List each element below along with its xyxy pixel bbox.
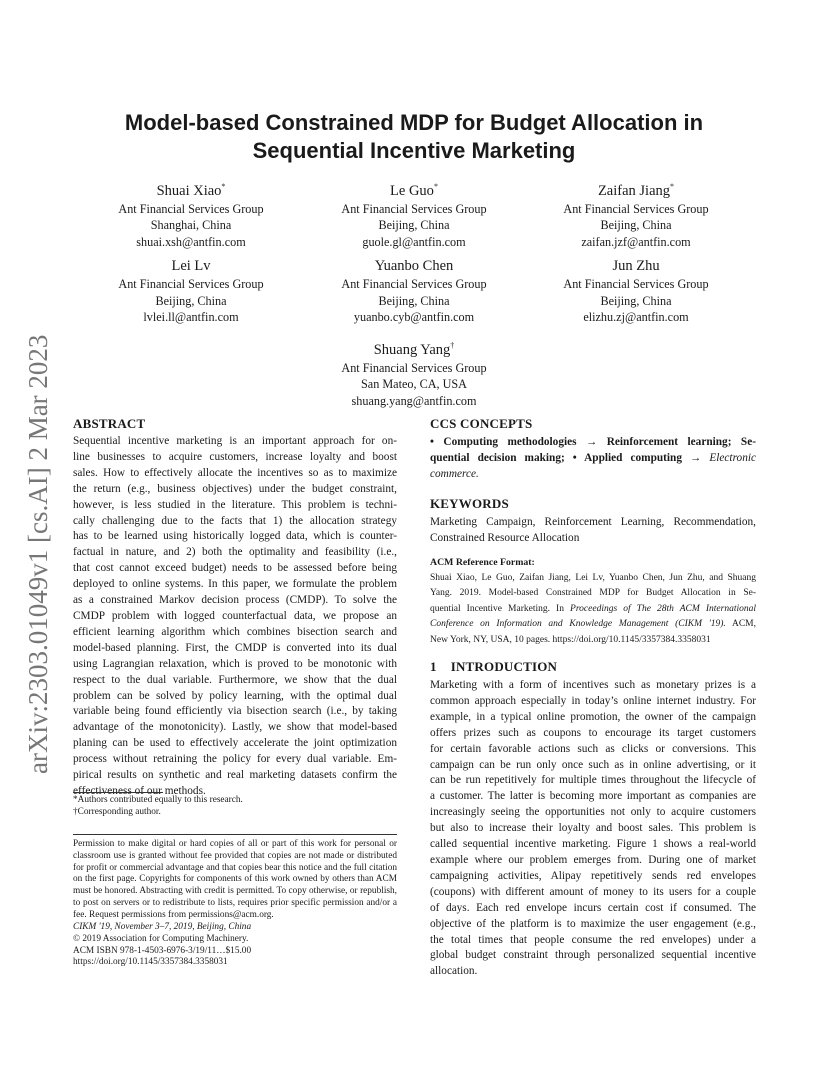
author-email[interactable]: lvlei.ll@antfin.com <box>143 310 239 324</box>
isbn-line: ACM ISBN 978-1-4503-6976-3/19/11…$15.00 <box>73 945 252 956</box>
keywords-body <box>430 515 756 547</box>
footnote-corresponding: †Corresponding author. <box>73 806 161 817</box>
reference-line-3: quential Incentive Marketing. In Proceedings of The 28th ACM International <box>430 603 756 614</box>
introduction-line: (coupons) with different amount of money to its users for a couple <box>430 885 756 898</box>
abstract-line: advantage of the monotonicity). Lastly, we show that model-based <box>73 721 397 734</box>
ccs-line-1: • Computing methodologies → Reinforcement learning; Se- <box>430 436 756 448</box>
abstract-line: using Lagrangian relaxation, which is proved to be monotonic with <box>73 657 397 670</box>
keywords-heading: KEYWORDS <box>430 496 509 511</box>
author-affiliation: Ant Financial Services Group <box>118 277 264 291</box>
author-block <box>80 257 302 326</box>
permission-line: must be honored. Abstracting with credit is permitted. To copy otherwise, or republish, <box>73 886 397 897</box>
ccs-heading: CCS CONCEPTS <box>430 416 533 431</box>
keywords-line-1: Marketing Campaign, Reinforcement Learning, Recommendation, <box>430 516 756 528</box>
author-location: Beijing, China <box>600 293 672 308</box>
introduction-heading <box>430 659 557 675</box>
author-location: Beijing, China <box>378 293 450 308</box>
author-location: San Mateo, CA, USA <box>361 377 467 392</box>
footnote-equal-contribution: *Authors contributed equally to this research. <box>73 795 243 805</box>
introduction-line: offers prizes such as coupons to encourage its target customers <box>430 726 756 739</box>
author-email[interactable]: shuai.xsh@antfin.com <box>136 234 246 249</box>
author-name: Shuai Xiao* <box>156 182 226 199</box>
introduction-line: called sequential incentive marketing. Figure 1 shows a real-world <box>430 838 756 851</box>
author-email[interactable]: elizhu.zj@antfin.com <box>583 310 689 324</box>
introduction-line: example where our problem emerges from. During one of market <box>430 853 756 866</box>
introduction-line: global budget constraint through personalized sequential incentive <box>430 949 756 962</box>
abstract-line: Sequential incentive marketing is an important approach for on- <box>73 435 397 447</box>
introduction-line: of days. Each red envelope incurs certain cost if consumed. The <box>430 901 756 914</box>
abstract-line: that cost cannot exceed budget) needs to be assessed before being <box>73 562 397 575</box>
ccs-line-2: quential decision making; • Applied computing → Electronic <box>430 451 756 464</box>
section-title: INTRODUCTION <box>450 659 558 674</box>
author-block <box>303 178 525 250</box>
author-block <box>525 178 747 250</box>
publication-info <box>73 922 397 969</box>
author-name: Zaifan Jiang* <box>597 182 675 199</box>
abstract-line: line businesses to acquire customers, increase loyalty and boost <box>73 450 397 463</box>
abstract-line: cally challenging due to the facts that 1) the allocation strategy <box>73 514 397 527</box>
author-email[interactable]: zaifan.jzf@antfin.com <box>581 234 691 249</box>
introduction-line: the total times that people consume the red envelopes) under a <box>430 933 756 946</box>
introduction-body <box>430 678 756 980</box>
author-mark: * <box>221 182 226 191</box>
abstract-line: deployed to online systems. In this paper, we formulate the problem <box>73 578 397 591</box>
section-number: 1 <box>430 659 437 674</box>
permission-line: to post on servers or to redistribute to lists, requires prior specific permission and/or a <box>73 897 397 908</box>
abstract-line: sales. How to effectively allocate the incentives so as to maximize <box>73 466 397 479</box>
author-affiliation: Ant Financial Services Group <box>341 277 487 291</box>
author-name: Yuanbo Chen <box>374 258 454 274</box>
author-location: Shanghai, China <box>150 218 232 233</box>
abstract-line: planing can be used to effectively accelerate the joint optimization <box>73 737 397 750</box>
author-affiliation: Ant Financial Services Group <box>341 360 487 375</box>
author-block <box>80 178 302 250</box>
abstract-line: CMDP problem with logged counterfactual data, we propose an <box>73 609 397 622</box>
abstract-line: model-based planning. First, the CMDP is converted into its dual <box>73 641 397 654</box>
paper-title <box>80 109 748 165</box>
introduction-line: example, in a typical online promotion, the owner of the campaign <box>430 710 756 723</box>
introduction-line: a customer. The latter is becoming more important as companies are <box>430 790 756 803</box>
introduction-line: objective of the platform is to maximize the user engagement (e.g., <box>430 917 756 930</box>
author-mark: * <box>670 182 675 191</box>
doi-line[interactable]: https://doi.org/10.1145/3357384.3358031 <box>73 957 228 968</box>
author-location: Beijing, China <box>378 218 450 233</box>
author-name: Lei Lv <box>171 258 211 274</box>
author-block <box>303 257 525 326</box>
abstract-line: problem can be solved by policy learning, with the optimal dual <box>73 689 397 702</box>
author-location: Beijing, China <box>155 293 227 308</box>
abstract-line: efficient learning algorithm which combines bisection search and <box>73 625 397 638</box>
introduction-line: for certain favorable actions such as clicks or conversions. This <box>430 742 756 755</box>
abstract-line: however, is less studied in the literature. This problem is techni- <box>73 498 397 511</box>
abstract-line: factual in nature, and 2) both the optimality and feasibility (i.e., <box>73 546 397 559</box>
abstract-line: has to be learned using historically logged data, which is counter- <box>73 530 397 543</box>
footnotes <box>73 795 397 819</box>
conference-line: CIKM '19, November 3–7, 2019, Beijing, China <box>73 922 252 932</box>
permission-line: fee. Request permissions from permissions@acm.org. <box>73 909 274 920</box>
footnote-rule <box>73 792 163 793</box>
introduction-line: can be run repetitively for multiple times throughout the lifecycle of <box>430 774 756 787</box>
author-email[interactable]: guole.gl@antfin.com <box>362 234 466 249</box>
author-affiliation: Ant Financial Services Group <box>563 277 709 291</box>
permission-line: classroom use is granted without fee provided that copies are not made or distributed <box>73 850 397 861</box>
abstract-heading: ABSTRACT <box>73 416 146 431</box>
abstract-line: as a constrained Markov decision process (CMDP). To solve the <box>73 594 397 607</box>
author-block <box>525 257 747 326</box>
reference-format-body <box>430 571 756 648</box>
author-location: Beijing, China <box>600 218 672 233</box>
introduction-line: campaign can be run only once such as in online advertising, or it <box>430 758 756 771</box>
author-email[interactable]: yuanbo.cyb@antfin.com <box>353 310 475 324</box>
abstract-body <box>73 434 397 800</box>
introduction-line: common approach especially in today’s online internet industry. For <box>430 694 756 707</box>
abstract-line: effectiveness of our methods. <box>73 784 206 797</box>
keywords-line-2: Constrained Resource Allocation <box>430 531 580 544</box>
author-block <box>303 337 525 409</box>
introduction-line: campaigning activities, Alipay repetitively sends red envelopes <box>430 869 756 882</box>
title-line-2: Sequential Incentive Marketing <box>252 138 576 163</box>
introduction-line: but also to increase their loyalty and boost sales. This problem is <box>430 822 756 835</box>
reference-line-2: Yang. 2019. Model-based Constrained MDP for Budget Allocation in Se- <box>430 588 756 599</box>
abstract-line: process without retraining the policy for every dual variable. Em- <box>73 753 397 766</box>
title-line-1: Model-based Constrained MDP for Budget Allocation in <box>124 110 704 135</box>
introduction-line: increasingly seeing the opportunities not only to acquire customers <box>430 806 756 819</box>
author-name: Le Guo* <box>390 182 438 199</box>
abstract-line: the return (e.g., business objectives) under the budget constraint, <box>73 482 397 495</box>
author-email[interactable]: shuang.yang@antfin.com <box>351 393 477 408</box>
introduction-line: Marketing with a form of incentives such as monetary prizes is a <box>430 679 756 691</box>
abstract-line: respect to the dual variable. Furthermore, we show that the dual <box>73 673 397 686</box>
author-mark: * <box>433 182 438 191</box>
permission-line: for profit or commercial advantage and that copies bear this notice and the full citation <box>73 862 397 873</box>
ccs-line-3: commerce. <box>430 467 479 480</box>
author-affiliation: Ant Financial Services Group <box>341 201 487 216</box>
author-affiliation: Ant Financial Services Group <box>118 201 264 216</box>
abstract-line: variable being found efficiently via bisection search (i.e., by taking <box>73 705 397 718</box>
reference-format-heading: ACM Reference Format: <box>430 557 535 568</box>
author-name: Jun Zhu <box>612 258 660 274</box>
permission-line: on the first page. Copyrights for components of this work owned by others than ACM <box>73 874 397 885</box>
permission-line: Permission to make digital or hard copies of all or part of this work for personal or <box>73 839 397 849</box>
reference-line-5: New York, NY, USA, 10 pages. https://doi.org/10.1145/3357384.3358031 <box>430 634 711 645</box>
arxiv-stamp-text: arXiv:2303.01049v1 [cs.AI] 2 Mar 2023 <box>23 334 53 774</box>
permission-block <box>73 839 397 922</box>
copyright-line: © 2019 Association for Computing Machinery. <box>73 933 249 944</box>
ccs-body <box>430 435 756 483</box>
reference-line-1: Shuai Xiao, Le Guo, Zaifan Jiang, Lei Lv, Yuanbo Chen, Jun Zhu, and Shuang <box>430 573 756 583</box>
author-mark: † <box>450 341 455 350</box>
introduction-line: allocation. <box>430 965 478 978</box>
author-affiliation: Ant Financial Services Group <box>563 201 709 216</box>
permission-rule <box>73 834 397 835</box>
reference-line-4: Conference on Information and Knowledge Management (CIKM '19). ACM, <box>430 619 756 630</box>
author-name: Shuang Yang† <box>373 341 455 358</box>
abstract-line: pirical results on synthetic and real marketing datasets confirm the <box>73 769 397 782</box>
